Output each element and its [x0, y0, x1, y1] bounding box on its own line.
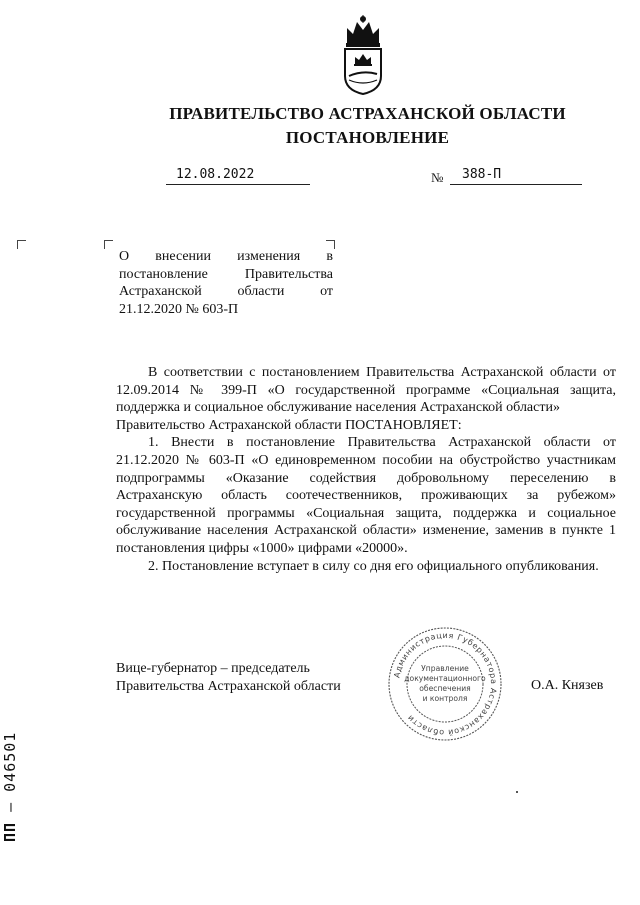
serial-number: 046501: [1, 731, 19, 792]
document-body: [116, 364, 616, 575]
organization-title: ПРАВИТЕЛЬСТВО АСТРАХАНСКОЙ ОБЛАСТИ: [169, 104, 566, 123]
signatory-title-line-2: Правительства Астраханской области: [116, 678, 341, 694]
number-sign: №: [431, 170, 444, 185]
document-subject: О внесении изменения в постановление Правительства Астраханской области от 21.12.2020 № 603-П: [119, 249, 333, 317]
serial-separator: –: [1, 791, 19, 822]
stamp-center-line: документационного: [404, 674, 486, 683]
item-1-paragraph: 1. Внести в постановление Правительства Астраханской области от 21.12.2020 № 603-П «О единовременном пособии на обустройство участникам подпрограммы «Оказание содействия добровольному переселению в Астраханскую область соотечественников, проживающих за рубежом» государственной программы «Социальная защита, поддержка и социальное обслуживание населения Астраханской области» изменение, заменив в пункте 1 постановления цифры «1000» цифрами «20000».: [116, 435, 616, 556]
corner-mark: [104, 240, 113, 249]
official-stamp: [386, 625, 504, 743]
scan-speck: [516, 791, 518, 793]
stamp-center-line: обеспечения: [419, 684, 471, 693]
resolves-line: Правительство Астраханской области ПОСТАНОВЛЯЕТ:: [116, 417, 462, 433]
stamp-center-line: Управление: [421, 664, 469, 673]
signatory-title-line-1: Вице-губернатор – председатель: [116, 661, 310, 676]
item-2-paragraph: 2. Постановление вступает в силу со дня его официального опубликования.: [148, 558, 599, 574]
document-date: 12.08.2022: [176, 167, 255, 182]
form-serial-number: [1, 732, 19, 842]
document-type: ПОСТАНОВЛЕНИЕ: [285, 128, 450, 147]
signatory-title: [116, 660, 341, 695]
coat-of-arms-icon: [341, 14, 385, 96]
stamp-ring-text: Администрация Губернатора Астраханской области: [392, 630, 499, 738]
stamp-center-line: и контроля: [422, 694, 468, 703]
date-underline: [166, 184, 310, 185]
signatory-name: О.А. Князев: [531, 678, 604, 693]
corner-mark: [17, 240, 26, 249]
preamble-paragraph: В соответствии с постановлением Правительства Астраханской области от 12.09.2014 № 399-П «О государственной программе «Социальная защита, поддержка и социальное обслуживание населения Астраханской области»: [116, 365, 616, 416]
document-number: 388-П: [462, 167, 502, 182]
serial-prefix: ПП: [1, 821, 19, 842]
number-underline: [450, 184, 582, 185]
